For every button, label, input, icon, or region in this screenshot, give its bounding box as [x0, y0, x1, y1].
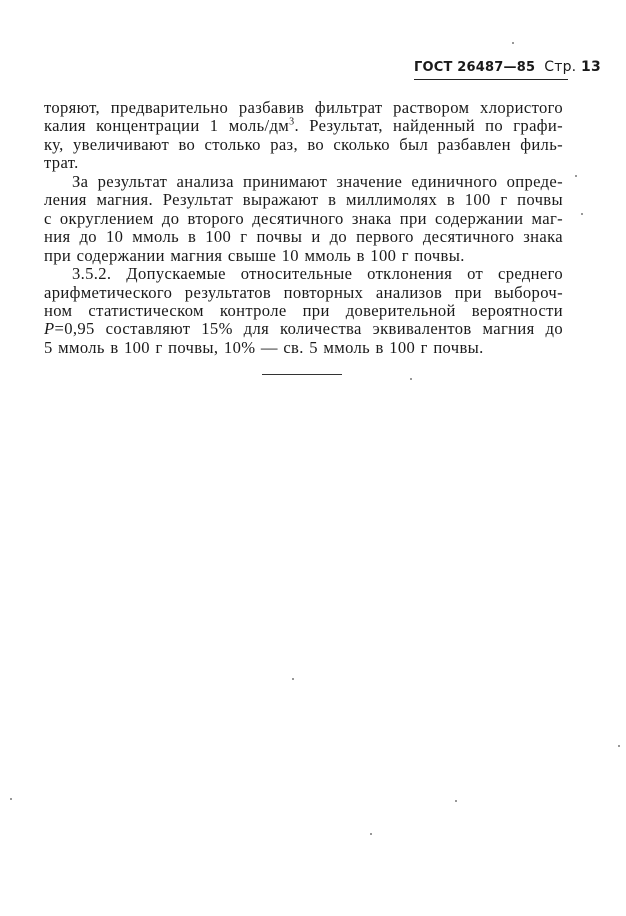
text-line: трат.: [44, 153, 79, 173]
paragraph-3-5-2: [44, 265, 563, 357]
paragraph-continuation: [44, 99, 563, 173]
text-fragment: калия концентрации 1 моль/дм: [44, 116, 290, 136]
text-line: арифметического результатов повторных анализов при выбороч-: [44, 282, 563, 302]
page-label: Стр.: [544, 59, 577, 75]
page-number: 13: [581, 59, 601, 75]
document-id: ГОСТ 26487—85: [414, 60, 536, 75]
probability-symbol: P: [44, 319, 55, 339]
scan-speck: [575, 175, 577, 177]
section-separator: [262, 374, 342, 375]
page-reference: [544, 59, 601, 75]
superscript: 3: [289, 116, 295, 128]
scan-speck: [10, 798, 12, 800]
text-line: при содержании магния свыше 10 ммоль в 100 г почвы.: [44, 245, 465, 265]
text-line: [44, 117, 563, 135]
text-line: [44, 320, 563, 338]
text-line: ления магния. Результат выражают в миллимолях в 100 г почвы: [44, 190, 563, 210]
page-header: [414, 58, 601, 80]
scan-speck: [512, 42, 514, 44]
text-line: ку, увеличивают во столько раз, во сколько был разбавлен филь-: [44, 134, 563, 154]
scan-speck: [410, 378, 412, 380]
text-line: торяют, предварительно разбавив фильтрат раствором хлористого: [44, 98, 563, 117]
text-line: с округлением до второго десятичного знака при содержании маг-: [44, 208, 563, 228]
body-text: [44, 99, 563, 357]
scan-speck: [618, 745, 620, 747]
paragraph-result: [44, 173, 563, 265]
text-line: 3.5.2. Допускаемые относительные отклонения от среднего: [72, 264, 563, 284]
text-fragment: . Результат, найденный по графи-: [294, 116, 563, 136]
scan-speck: [581, 213, 583, 215]
text-line: 5 ммоль в 100 г почвы, 10% — св. 5 ммоль в 100 г почвы.: [44, 337, 484, 357]
text-fragment: =0,95 составляют 15% для количества эквивалентов магния до: [54, 319, 563, 339]
scan-speck: [292, 678, 294, 680]
text-line: ния до 10 ммоль в 100 г почвы и до первого десятичного знака: [44, 227, 563, 247]
scan-speck: [370, 833, 372, 835]
scan-speck: [455, 800, 457, 802]
text-line: За результат анализа принимают значение единичного опреде-: [72, 171, 563, 191]
text-line: ном статистическом контроле при доверительной вероятности: [44, 300, 563, 320]
